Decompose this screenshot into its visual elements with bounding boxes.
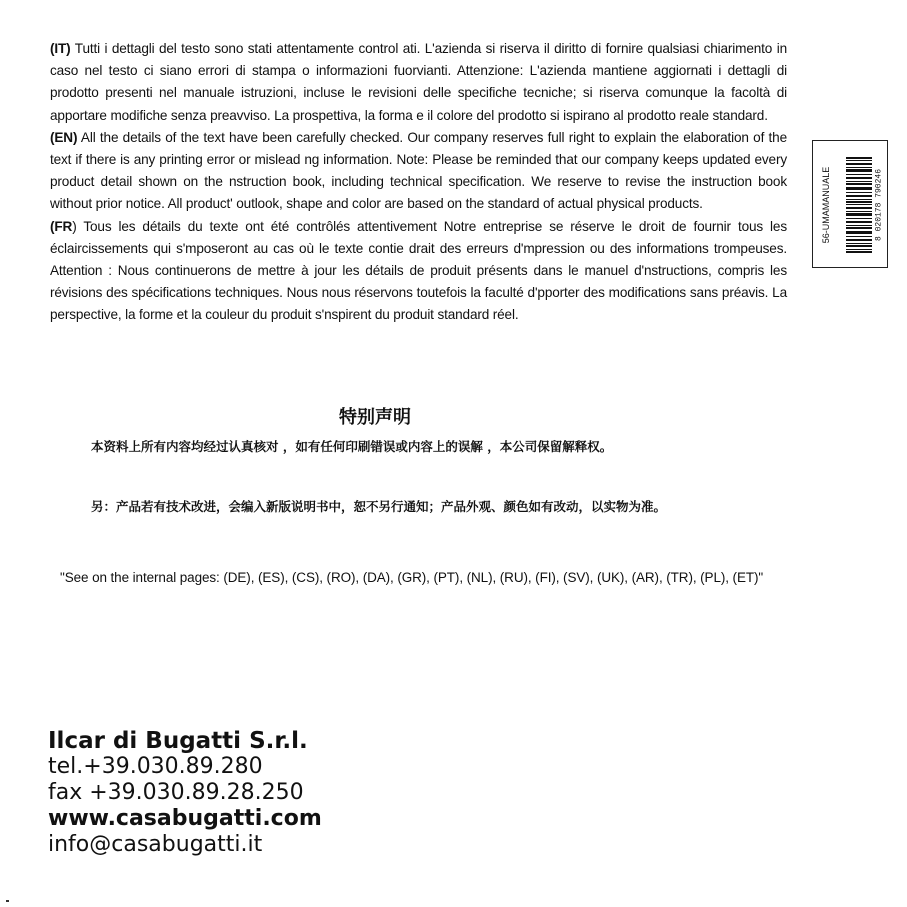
internal-pages-note: "See on the internal pages: (DE), (ES), (CS), (RO), (DA), (GR), (PT), (NL), (RU), (FI), (SV), (UK), (AR), (TR), (PL), (ET)" (60, 570, 764, 585)
disclaimer-fr-text: ) Tous les détails du texte ont été contrôlés attentivement Notre entreprise se réserve le droit de fournir tous les éclaircissements qui s'mposeront au cas où le texte contie drait des erreurs d'mpression ou des informations trompeuses. Attention : Nous continuerons de mettre à jour les détails de produit présents dans le manuel d'nstructions, compris les révisions des spécifications techniques. Nous nous réservons toutefois la faculté d'pporter des modifications sans préavis. La perspective, la forme et la couleur du produit s'nspirent du produit standard réel. (50, 218, 787, 323)
ean-number: 8 020178 790246 (874, 168, 884, 242)
disclaimer-it (50, 38, 787, 127)
multilingual-disclaimer (50, 38, 787, 327)
product-code: 56-UMAMANUALE (821, 166, 831, 244)
lang-code-fr: (FR (50, 218, 73, 234)
chinese-notice-text-2: 另：产品若有技术改进，会编入新版说明书中，恕不另行通知；产品外观、颜色如有改动，以实物为准。 (91, 499, 667, 514)
chinese-notice-title: 特别声明 (339, 407, 411, 428)
disclaimer-en (50, 127, 787, 216)
lang-code-it: (IT) (50, 41, 71, 56)
chinese-notice-text-1: 本资料上所有内容均经过认真核对 ，如有任何印刷错误或内容上的误解 ，本公司保留解释权。 (91, 439, 613, 454)
chinese-notice-paragraph-2 (57, 496, 697, 518)
disclaimer-it-text: Tutti i dettagli del testo sono stati attentamente control ati. L'azienda si riserva il diritto di fornire qualsiasi chiarimento in caso nel testo ci siano errori di stampa o informazioni fuorvianti. Attenzione: L'azienda mantiene aggiornati i dettagli di prodotto presenti nel manuale istruzioni, incluse le revisioni delle specifiche tecniche; si riserva comunque la facoltà di apportare modifiche senza preavviso. La prospettiva, la forma e il colore del prodotto si ispirano al prodotto reale standard. (50, 41, 787, 123)
chinese-notice-paragraph-1 (57, 436, 697, 458)
company-contact-block (48, 728, 322, 858)
company-website: www.casabugatti.com (48, 806, 322, 831)
lang-code-en: (EN) (50, 129, 78, 145)
barcode-label (812, 140, 888, 268)
disclaimer-fr (50, 216, 787, 327)
company-phone: tel.+39.030.89.280 (48, 754, 263, 779)
corner-mark (6, 900, 9, 902)
barcode-icon (846, 157, 872, 253)
disclaimer-en-text: All the details of the text have been carefully checked. Our company reserves full right to explain the elaboration of the text if there is any printing error or mislead ng information. Note: Please be reminded that our company keeps updated every product detail shown on the nstruction book, including technical specification. We reserve to revise the instruction book without prior notice. All product' outlook, shape and color are based on the standard of actual physical products. (50, 129, 787, 212)
company-fax: fax +39.030.89.28.250 (48, 780, 304, 805)
company-name: Ilcar di Bugatti S.r.l. (48, 728, 308, 754)
company-email: info@casabugatti.it (48, 832, 263, 857)
